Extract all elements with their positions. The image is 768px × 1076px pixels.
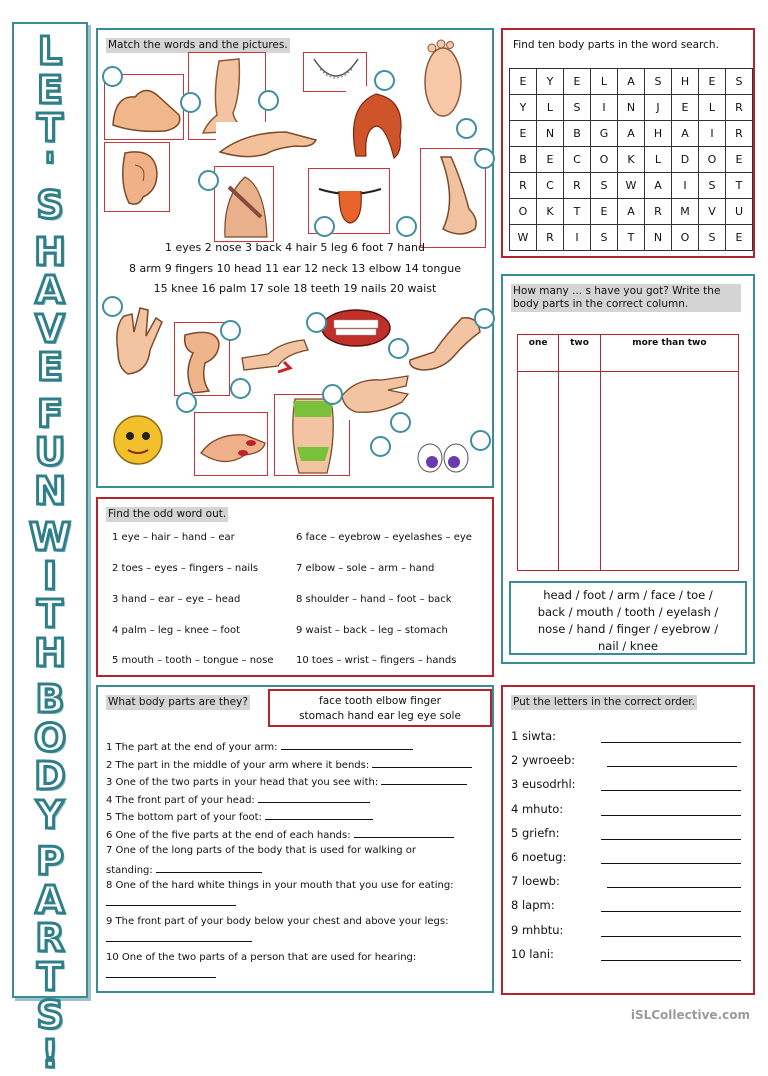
scrambled-item: 2 ywroeeb: <box>511 753 576 768</box>
vocab-line-2: 8 arm 9 fingers 10 head 11 ear 12 neck 13 elbow 14 tongue <box>128 262 462 275</box>
grid-cell[interactable]: W <box>618 173 645 199</box>
scrambled-instruction: Put the letters in the correct order. <box>513 696 695 708</box>
grid-cell[interactable]: S <box>591 173 618 199</box>
grid-cell[interactable]: S <box>591 225 618 251</box>
question-text: 1 The part at the end of your arm: <box>106 742 281 753</box>
grid-cell[interactable]: B <box>564 121 591 147</box>
how-many-instruction: How many ... s have you got? Write the body parts in the correct column. <box>511 284 741 312</box>
word-box-line: nose / hand / finger / eyebrow / <box>537 622 719 636</box>
grid-cell[interactable]: T <box>564 199 591 225</box>
grid-cell[interactable]: E <box>726 225 753 251</box>
word-box-line: head / foot / arm / face / toe / <box>543 588 713 602</box>
picture-sole <box>416 34 470 120</box>
grid-cell[interactable]: A <box>618 199 645 225</box>
grid-cell[interactable]: I <box>591 95 618 121</box>
odd-item: 3 hand – ear – eye – head <box>112 594 241 605</box>
odd-item: 5 mouth – tooth – tongue – nose <box>112 655 274 666</box>
picture-nails <box>194 412 268 476</box>
grid-row <box>510 121 753 147</box>
odd-item: 6 face – eyebrow – eyelashes – eye <box>296 532 472 543</box>
answer-circle[interactable] <box>322 384 343 405</box>
side-title-letter: P <box>36 839 64 883</box>
answer-circle[interactable] <box>474 308 495 329</box>
side-title-letter: ' <box>44 144 56 189</box>
odd-item: 4 palm – leg – knee – foot <box>112 625 240 636</box>
side-title-letter: T <box>37 592 63 636</box>
answer-line[interactable] <box>106 931 252 942</box>
column-more-answers[interactable] <box>600 372 738 571</box>
picture-head <box>104 408 176 468</box>
answer-circle[interactable] <box>370 436 391 457</box>
side-title-letter: V <box>35 306 65 351</box>
side-title-letter: S <box>36 993 64 1037</box>
picture-arm <box>216 122 320 162</box>
grid-cell[interactable]: J <box>645 95 672 121</box>
scrambled-item: 4 mhuto: <box>511 801 564 816</box>
answer-line[interactable] <box>265 809 373 820</box>
what-body-section <box>96 685 494 993</box>
side-title-letter: R <box>35 916 65 960</box>
grid-cell[interactable]: A <box>618 69 645 95</box>
grid-cell[interactable]: D <box>672 147 699 173</box>
grid-cell[interactable]: L <box>699 95 726 121</box>
grid-cell[interactable]: L <box>537 95 564 121</box>
scrambled-item: 3 eusodrhl: <box>511 777 576 792</box>
how-many-table <box>517 334 739 571</box>
grid-cell[interactable]: B <box>510 147 537 173</box>
side-title-letter: T <box>37 954 63 999</box>
grid-cell[interactable]: I <box>672 173 699 199</box>
odd-item: 9 waist – back – leg – stomach <box>296 625 448 636</box>
side-title-letter: F <box>37 391 63 436</box>
grid-cell[interactable]: S <box>645 69 672 95</box>
grid-cell[interactable]: R <box>645 199 672 225</box>
odd-item: 1 eye – hair – hand – ear <box>112 532 235 543</box>
question-7-cont <box>106 862 262 877</box>
grid-cell[interactable]: I <box>699 121 726 147</box>
grid-cell[interactable]: U <box>726 199 753 225</box>
answer-line[interactable] <box>607 886 741 888</box>
side-title-letter: L <box>37 29 63 73</box>
side-title <box>14 29 86 1076</box>
side-title-panel <box>12 22 88 1076</box>
grid-cell[interactable]: S <box>699 225 726 251</box>
grid-cell[interactable]: E <box>564 69 591 95</box>
picture-arm-2 <box>402 312 486 376</box>
answer-circle[interactable] <box>474 148 495 169</box>
scrambled-item: 5 griefn: <box>511 825 560 840</box>
odd-item: 10 toes – wrist – fingers – hands <box>296 655 457 666</box>
side-title-letter: I <box>42 553 58 598</box>
answer-line[interactable] <box>156 862 262 873</box>
odd-word-instruction: Find the odd word out. <box>108 508 227 520</box>
grid-cell[interactable]: H <box>645 121 672 147</box>
how-many-word-box <box>509 581 747 655</box>
grid-cell[interactable]: K <box>618 147 645 173</box>
grid-cell[interactable]: S <box>726 69 753 95</box>
answer-circle[interactable] <box>102 296 123 317</box>
grid-cell[interactable]: A <box>645 173 672 199</box>
grid-cell[interactable]: E <box>672 95 699 121</box>
answer-circle[interactable] <box>198 170 219 191</box>
scrambled-item: 9 mhbtu: <box>511 922 564 937</box>
word-box-line: face tooth elbow finger <box>319 695 441 707</box>
column-header-one: one <box>518 335 559 372</box>
answer-line[interactable] <box>601 789 741 791</box>
answer-line[interactable] <box>106 967 216 978</box>
column-header-more-than-two: more than two <box>600 335 738 372</box>
picture-teeth <box>318 302 394 352</box>
grid-cell[interactable]: Y <box>510 95 537 121</box>
answer-circle[interactable] <box>102 66 123 87</box>
grid-cell[interactable]: A <box>618 121 645 147</box>
column-header-two: two <box>559 335 600 372</box>
answer-line[interactable] <box>281 739 413 750</box>
answer-line[interactable] <box>372 757 472 768</box>
question-text: 3 One of the two parts in your head that you see with: <box>106 777 382 788</box>
grid-cell[interactable]: Y <box>537 69 564 95</box>
footer-watermark: iSLCollective.com <box>630 1008 750 1022</box>
question-3 <box>106 774 467 789</box>
grid-cell[interactable]: L <box>591 69 618 95</box>
column-one-answers[interactable] <box>518 372 559 571</box>
odd-word-section <box>96 497 494 677</box>
grid-cell[interactable]: A <box>672 121 699 147</box>
question-9: 9 The front part of your body below your chest and above your legs: <box>106 916 449 927</box>
side-title-letter: ! <box>41 1031 59 1076</box>
answer-circle[interactable] <box>180 92 201 113</box>
word-box-line: stomach hand ear leg eye sole <box>299 710 461 722</box>
picture-eyes <box>410 434 476 480</box>
answer-line[interactable] <box>106 895 236 906</box>
question-6 <box>106 827 454 842</box>
question-2 <box>106 757 472 772</box>
grid-cell[interactable]: R <box>537 225 564 251</box>
question-1 <box>106 739 413 754</box>
odd-item: 7 elbow – sole – arm – hand <box>296 563 435 574</box>
grid-row <box>510 225 753 251</box>
scrambled-section <box>501 685 755 995</box>
answer-line[interactable] <box>354 827 454 838</box>
grid-row <box>510 173 753 199</box>
question-text: standing: <box>106 865 156 876</box>
grid-cell[interactable]: H <box>672 69 699 95</box>
answer-line[interactable] <box>601 935 741 937</box>
grid-cell[interactable]: V <box>699 199 726 225</box>
side-title-letter: B <box>35 677 65 721</box>
scrambled-item: 10 lani: <box>511 946 554 961</box>
picture-back <box>214 166 274 242</box>
grid-cell[interactable]: S <box>564 95 591 121</box>
question-text: 4 The front part of your head: <box>106 795 258 806</box>
grid-cell[interactable]: G <box>591 121 618 147</box>
grid-cell[interactable]: T <box>618 225 645 251</box>
scrambled-item: 1 siwta: <box>511 729 556 743</box>
grid-row <box>510 147 753 173</box>
grid-cell[interactable]: E <box>591 199 618 225</box>
grid-cell[interactable]: N <box>645 225 672 251</box>
odd-item: 8 shoulder – hand – foot – back <box>296 594 452 605</box>
grid-cell[interactable]: I <box>564 225 591 251</box>
grid-cell[interactable]: O <box>699 147 726 173</box>
side-title-letter: E <box>37 67 63 112</box>
grid-cell[interactable]: R <box>564 173 591 199</box>
match-instruction: Match the words and the pictures. <box>108 39 288 51</box>
how-many-section <box>501 274 755 664</box>
answer-line[interactable] <box>601 838 741 840</box>
question-text: 5 The bottom part of your foot: <box>106 812 266 823</box>
answer-circle[interactable] <box>306 312 327 333</box>
answer-circle[interactable] <box>390 412 411 433</box>
grid-cell[interactable]: O <box>510 199 537 225</box>
side-title-letter: H <box>34 630 66 675</box>
scrambled-item: 8 lapm: <box>511 898 555 913</box>
grid-cell[interactable]: E <box>510 69 537 95</box>
side-title-letter: S <box>36 183 64 227</box>
answer-line[interactable] <box>607 765 737 767</box>
side-title-letter: Y <box>36 792 64 837</box>
answer-line[interactable] <box>601 910 741 912</box>
scrambled-item: 7 loewb: <box>511 874 560 889</box>
word-search-instruction: Find ten body parts in the word search. <box>513 39 719 51</box>
grid-cell[interactable]: R <box>726 121 753 147</box>
grid-cell[interactable]: E <box>699 69 726 95</box>
picture-hair <box>346 86 406 162</box>
grid-cell[interactable]: M <box>672 199 699 225</box>
grid-cell[interactable]: C <box>537 173 564 199</box>
grid-cell[interactable]: S <box>699 173 726 199</box>
grid-cell[interactable]: R <box>726 95 753 121</box>
side-title-letter: H <box>34 229 66 274</box>
grid-cell[interactable]: E <box>537 147 564 173</box>
side-title-letter: T <box>37 106 63 150</box>
answer-circle[interactable] <box>396 216 417 237</box>
answer-circle[interactable] <box>456 118 477 139</box>
grid-cell[interactable]: N <box>618 95 645 121</box>
what-body-instruction: What body parts are they? <box>108 696 248 708</box>
answer-line[interactable] <box>601 814 741 816</box>
side-title-letter: N <box>34 468 66 513</box>
question-4 <box>106 792 370 807</box>
word-search-grid <box>509 68 753 251</box>
grid-row <box>510 69 753 95</box>
side-title-letter: U <box>34 430 66 474</box>
answer-circle[interactable] <box>374 70 395 91</box>
answer-circle[interactable] <box>388 338 409 359</box>
odd-item: 2 toes – eyes – fingers – nails <box>112 563 259 574</box>
side-title-letter: O <box>33 715 67 760</box>
grid-cell[interactable]: E <box>510 121 537 147</box>
answer-line[interactable] <box>381 774 467 785</box>
grid-cell[interactable]: T <box>726 173 753 199</box>
word-box-line: nail / knee <box>597 639 658 653</box>
grid-cell[interactable]: O <box>672 225 699 251</box>
word-box-line: back / mouth / tooth / eyelash / <box>537 605 719 619</box>
side-title-letter: D <box>34 754 66 798</box>
side-title-letter: A <box>35 268 65 312</box>
side-title-letter: W <box>29 515 71 559</box>
match-section <box>96 28 494 488</box>
grid-cell[interactable]: W <box>510 225 537 251</box>
question-8: 8 One of the hard white things in your mouth that you use for eating: <box>106 880 454 891</box>
column-two-answers[interactable] <box>559 372 600 571</box>
grid-cell[interactable]: R <box>510 173 537 199</box>
grid-cell[interactable]: O <box>591 147 618 173</box>
answer-circle[interactable] <box>230 378 251 399</box>
side-title-letter: A <box>35 877 65 922</box>
answer-circle[interactable] <box>220 320 241 341</box>
grid-cell[interactable]: N <box>537 121 564 147</box>
answer-line[interactable] <box>258 792 370 803</box>
answer-line[interactable] <box>601 741 741 743</box>
question-10: 10 One of the two parts of a person that are used for hearing: <box>106 952 417 963</box>
grid-cell[interactable]: C <box>564 147 591 173</box>
question-text: 6 One of the five parts at the end of each hands: <box>106 830 354 841</box>
side-title-letter: E <box>37 345 63 389</box>
grid-cell[interactable]: E <box>726 147 753 173</box>
word-search-section <box>501 28 755 258</box>
vocab-line-3: 15 knee 16 palm 17 sole 18 teeth 19 nails 20 waist <box>153 282 437 295</box>
grid-cell[interactable]: K <box>537 199 564 225</box>
answer-circle[interactable] <box>314 216 335 237</box>
answer-circle[interactable] <box>258 90 279 111</box>
answer-circle[interactable] <box>470 430 491 451</box>
what-body-word-box <box>268 689 492 727</box>
vocab-line-1: 1 eyes 2 nose 3 back 4 hair 5 leg 6 foot 7 hand <box>165 241 425 254</box>
grid-row <box>510 199 753 225</box>
answer-line[interactable] <box>601 862 741 864</box>
picture-ear <box>104 142 170 212</box>
question-7: 7 One of the long parts of the body that is used for walking or <box>106 845 417 856</box>
picture-knee <box>238 328 312 378</box>
question-5 <box>106 809 373 824</box>
grid-row <box>510 95 753 121</box>
answer-circle[interactable] <box>176 392 197 413</box>
question-text: 2 The part in the middle of your arm where it bends: <box>106 760 373 771</box>
grid-cell[interactable]: L <box>645 147 672 173</box>
answer-line[interactable] <box>601 959 741 961</box>
scrambled-item: 6 noetug: <box>511 850 567 864</box>
